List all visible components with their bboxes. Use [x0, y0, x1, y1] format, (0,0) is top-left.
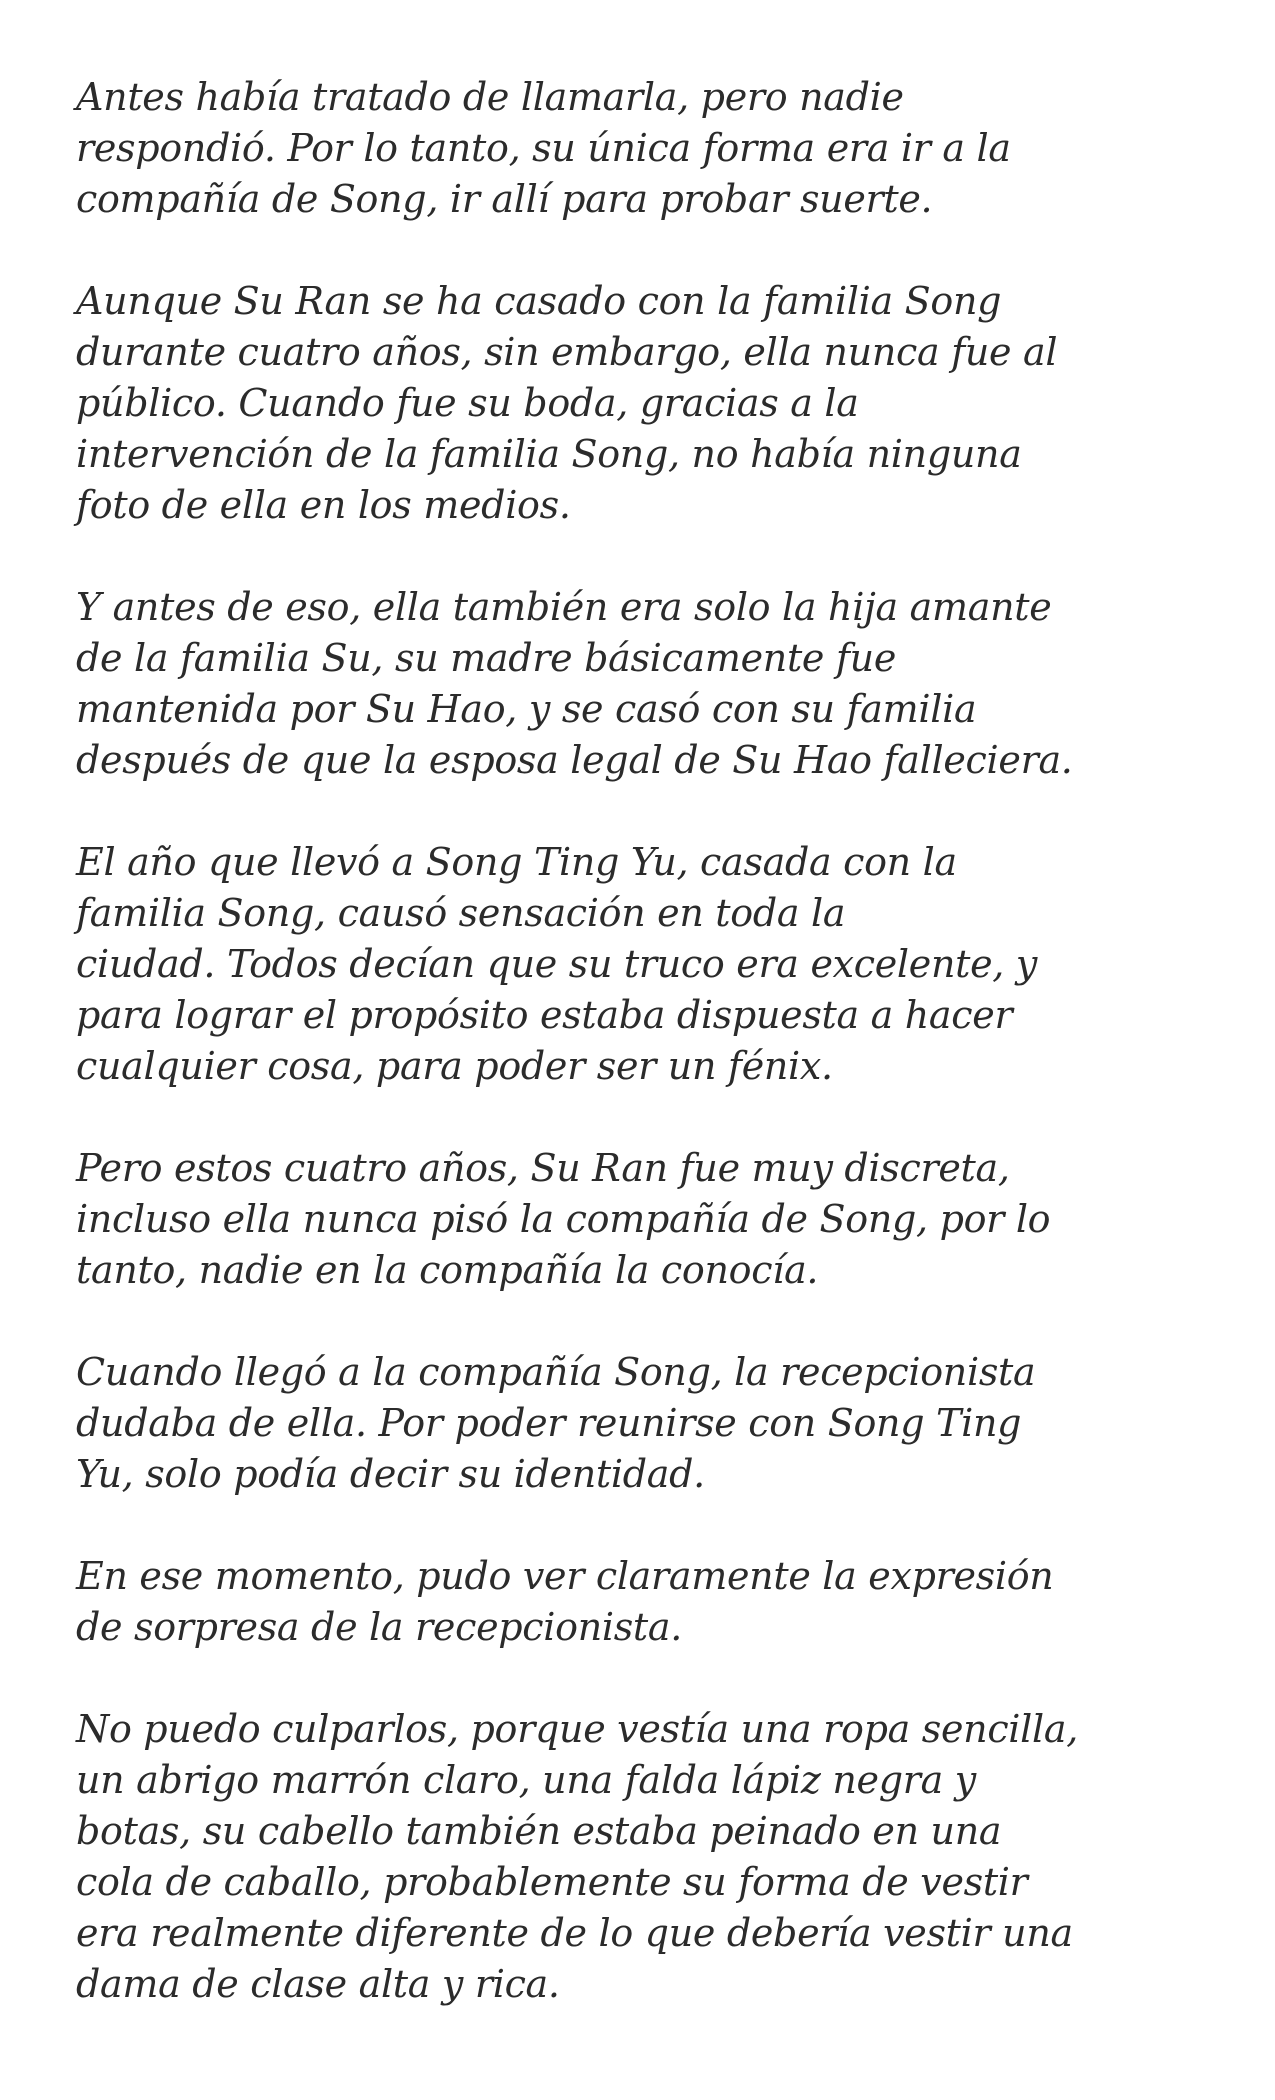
- paragraph-6: [76, 1347, 1215, 1500]
- text-line: incluso ella nunca pisó la compañía de Song, por lo: [76, 1197, 1051, 1241]
- paragraph-3: [76, 582, 1215, 786]
- text-line: un abrigo marrón claro, una falda lápiz negra y: [76, 1758, 976, 1802]
- text-line: Antes había tratado de llamarla, pero nadie: [76, 75, 904, 119]
- text-line: cola de caballo, probablemente su forma de vestir: [76, 1860, 1028, 1904]
- text-line: familia Song, causó sensación en toda la: [76, 891, 846, 935]
- text-line: botas, su cabello también estaba peinado en una: [76, 1809, 1002, 1853]
- text-line: Aunque Su Ran se ha casado con la familia Song: [76, 279, 1002, 323]
- text-line: cualquier cosa, para poder ser un fénix.: [76, 1044, 833, 1088]
- paragraph-2: [76, 276, 1215, 531]
- text-line: intervención de la familia Song, no había ninguna: [76, 432, 1022, 476]
- text-line: foto de ella en los medios.: [76, 483, 571, 527]
- paragraph-4: [76, 837, 1215, 1092]
- paragraph-8: [76, 1704, 1215, 2010]
- text-line: Pero estos cuatro años, Su Ran fue muy discreta,: [76, 1146, 1010, 1190]
- text-line: después de que la esposa legal de Su Hao falleciera.: [76, 738, 1073, 782]
- paragraph-1: [76, 72, 1215, 225]
- text-line: para lograr el propósito estaba dispuesta a hacer: [76, 993, 1013, 1037]
- text-line: Cuando llegó a la compañía Song, la recepcionista: [76, 1350, 1036, 1394]
- text-line: dama de clase alta y rica.: [76, 1962, 560, 2006]
- text-line: público. Cuando fue su boda, gracias a la: [76, 381, 859, 425]
- paragraph-5: [76, 1143, 1215, 1296]
- paragraph-7: [76, 1551, 1215, 1653]
- text-line: No puedo culparlos, porque vestía una ropa sencilla,: [76, 1707, 1078, 1751]
- text-line: era realmente diferente de lo que debería vestir una: [76, 1911, 1073, 1955]
- text-line: durante cuatro años, sin embargo, ella nunca fue al: [76, 330, 1058, 374]
- text-line: dudaba de ella. Por poder reunirse con Song Ting: [76, 1401, 1022, 1445]
- text-line: Yu, solo podía decir su identidad.: [76, 1452, 705, 1496]
- text-line: respondió. Por lo tanto, su única forma era ir a la: [76, 126, 1011, 170]
- text-line: tanto, nadie en la compañía la conocía.: [76, 1248, 819, 1292]
- text-line: Y antes de eso, ella también era solo la hija amante: [76, 585, 1052, 629]
- text-line: mantenida por Su Hao, y se casó con su familia: [76, 687, 977, 731]
- text-line: compañía de Song, ir allí para probar suerte.: [76, 177, 933, 221]
- text-line: En ese momento, pudo ver claramente la expresión: [76, 1554, 1054, 1598]
- text-line: El año que llevó a Song Ting Yu, casada con la: [76, 840, 957, 884]
- text-line: de sorpresa de la recepcionista.: [76, 1605, 683, 1649]
- text-line: de la familia Su, su madre básicamente fue: [76, 636, 897, 680]
- text-line: ciudad. Todos decían que su truco era excelente, y: [76, 942, 1038, 986]
